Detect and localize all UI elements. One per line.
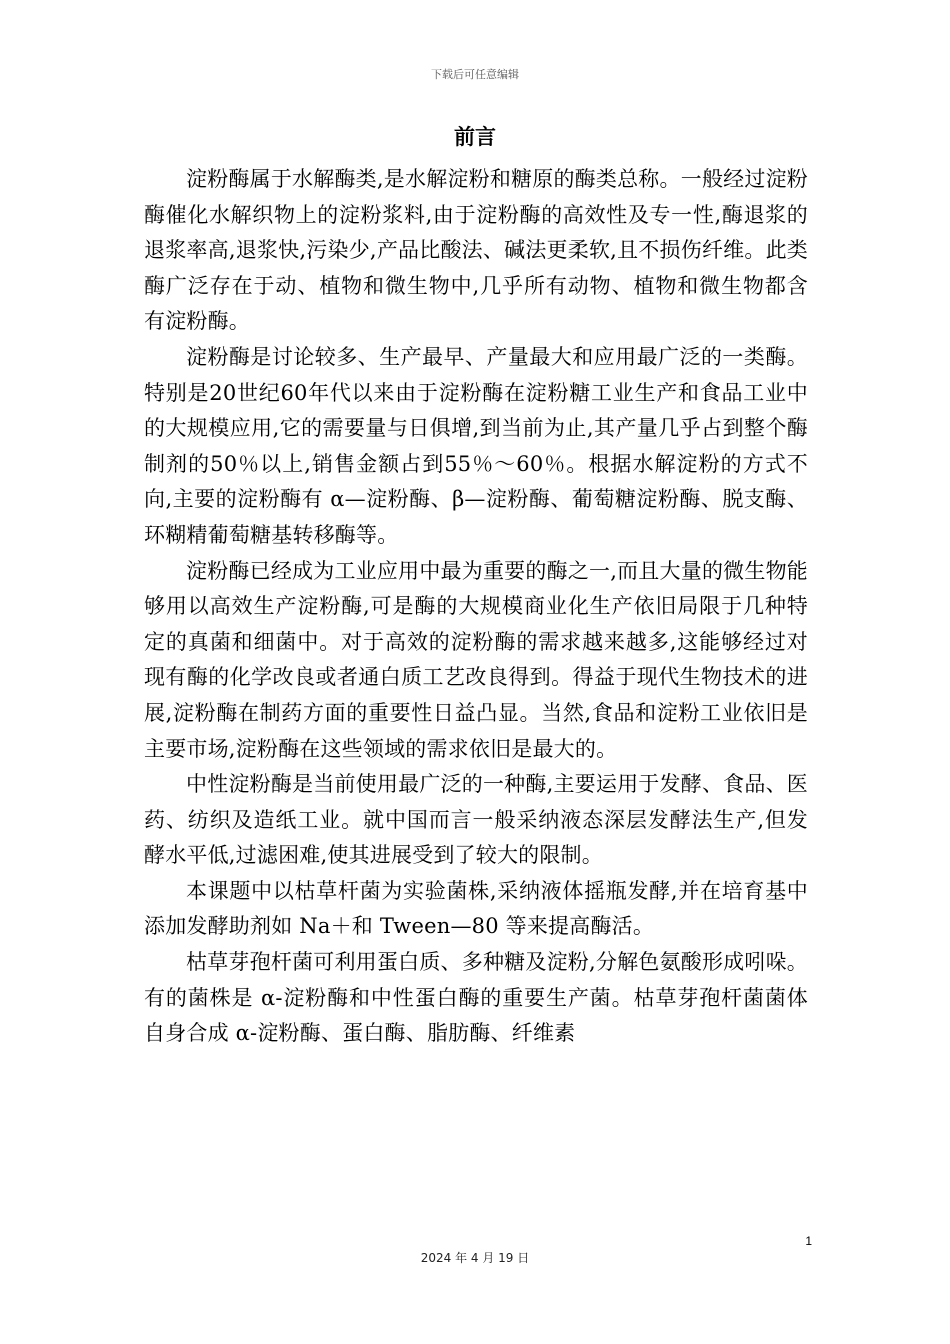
footer-date: 2024 年 4 月 19 日: [420, 1251, 530, 1265]
paragraph: 中性淀粉酶是当前使用最广泛的一种酶,主要运用于发酵、食品、医药、纺织及造纸工业。就中国而言一般采纳液态深层发酵法生产,但发酵水平低,过滤困难,使其进展受到了较大的限制。: [144, 772, 808, 868]
header-note: 下载后可任意编辑: [431, 68, 519, 81]
paragraph: 本课题中以枯草杆菌为实验菌株,采纳液体摇瓶发酵,并在培育基中添加发酵助剂如 Na＋和 Tween—80 等来提高酶活。: [144, 878, 808, 939]
paragraph: 淀粉酶是讨论较多、生产最早、产量最大和应用最广泛的一类酶。特别是20世纪60年代以来由于淀粉酶在淀粉糖工业生产和食品工业中的大规模应用,它的需要量与日俱增,到当前为止,其产量几乎占到整个酶制剂的50％以上,销售金额占到55％～60％。根据水解淀粉的方式不向,主要的淀粉酶有 α—淀粉酶、β—淀粉酶、葡萄糖淀粉酶、脱支酶、环糊精葡萄糖基转移酶等。: [144, 344, 808, 547]
document-body: [144, 162, 808, 1052]
paragraph: 淀粉酶已经成为工业应用中最为重要的酶之一,而且大量的微生物能够用以高效生产淀粉酶,可是酶的大规模商业化生产依旧局限于几种特定的真菌和细菌中。对于高效的淀粉酶的需求越来越多,这能够经过对现有酶的化学改良或者通白质工艺改良得到。得益于现代生物技术的进展,淀粉酶在制药方面的重要性日益凸显。当然,食品和淀粉工业依旧是主要市场,淀粉酶在这些领域的需求依旧是最大的。: [144, 558, 808, 761]
page-number: 1: [805, 1234, 812, 1248]
document-title: 前言: [454, 125, 496, 149]
paragraph: 枯草芽孢杆菌可利用蛋白质、多种糖及淀粉,分解色氨酸形成吲哚。有的菌株是 α-淀粉酶和中性蛋白酶的重要生产菌。枯草芽孢杆菌菌体自身合成 α-淀粉酶、蛋白酶、脂肪酶、纤维素: [144, 950, 808, 1046]
paragraph: 淀粉酶属于水解酶类,是水解淀粉和糖原的酶类总称。一般经过淀粉酶催化水解织物上的淀粉浆料,由于淀粉酶的高效性及专一性,酶退浆的退浆率高,退浆快,污染少,产品比酸法、碱法更柔软,且不损伤纤维。此类酶广泛存在于动、植物和微生物中,几乎所有动物、植物和微生物都含有淀粉酶。: [144, 167, 808, 334]
